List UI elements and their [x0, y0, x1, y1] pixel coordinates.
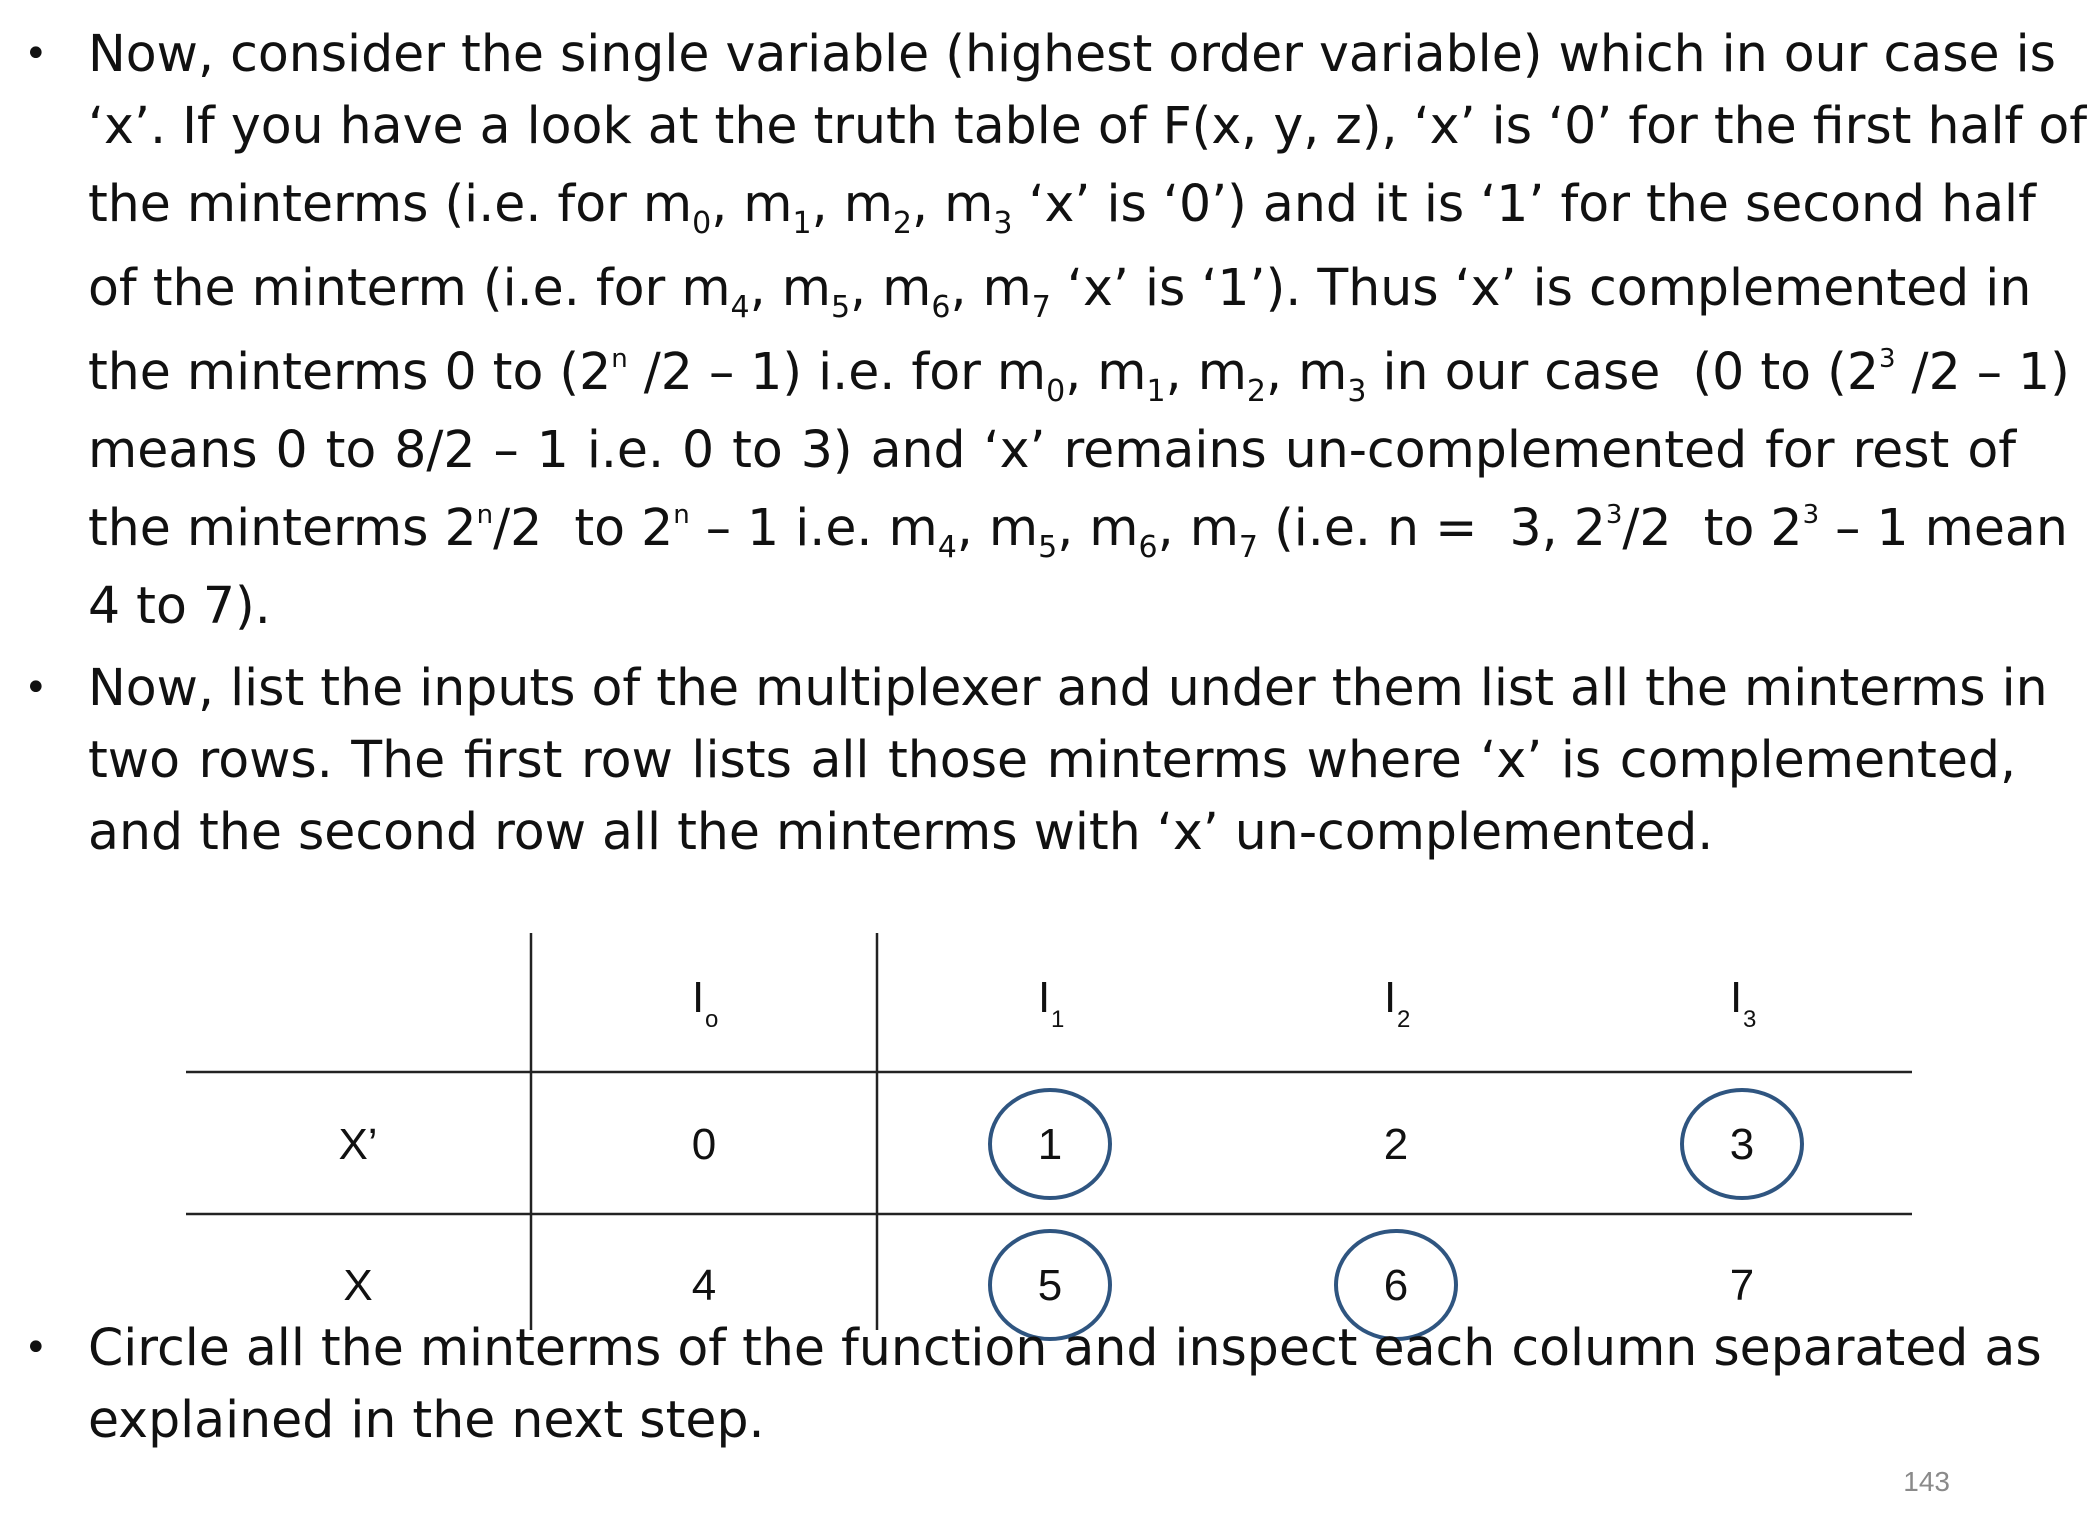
header-I2-sub: 2 — [1397, 1006, 1411, 1033]
cell-minterm-1: 1 — [1037, 1120, 1063, 1169]
header-I0 — [692, 973, 718, 1033]
header-I1-sub: 1 — [1051, 1006, 1065, 1033]
cell-minterm-6: 6 — [1383, 1261, 1409, 1310]
p1-line-1: Now, consider the single variable (highest order variable) which in our case is — [88, 24, 2056, 83]
header-I0-sub: o — [705, 1006, 719, 1033]
cell-minterm-7: 7 — [1729, 1261, 1755, 1310]
p2-line-2: two rows. The first row lists all those minterms where ‘x’ is complemented, — [88, 730, 2016, 789]
circle-minterm-3 — [1682, 1090, 1802, 1198]
header-I3-sub: 3 — [1743, 1006, 1757, 1033]
p2-line-3: and the second row all the minterms with ‘x’ un-complemented. — [88, 802, 1714, 861]
bullet-2: • — [24, 665, 48, 711]
row-label-x-complement: X’ — [338, 1120, 378, 1169]
header-I2-base: I — [1384, 973, 1397, 1022]
bullet-3: • — [24, 1325, 48, 1371]
p3-line-1: Circle all the minterms of the function and inspect each column separated as — [88, 1318, 2042, 1377]
bullet-1: • — [24, 31, 48, 77]
cell-minterm-4: 4 — [691, 1261, 717, 1310]
cell-minterm-3: 3 — [1729, 1120, 1755, 1169]
minterm-circles — [990, 1090, 1802, 1339]
header-I3-base: I — [1730, 973, 1743, 1022]
cell-minterm-5: 5 — [1037, 1261, 1063, 1310]
p1-line-5: the minterms 0 to (2$^n$ /2 – 1) i.e. for $m_0$, $m_1$, $m_2$, $m_3$ in our case (0 to ($2^3$ /2 – 1) — [88, 342, 2070, 409]
header-I1 — [1038, 973, 1064, 1033]
p1-line-7: the minterms 2$^n$/2 to 2$^n$ – 1 i.e. $m_4$, $m_5$, $m_6$, $m_7$ (i.e. n = 3, $2^3/2$ to $2^3 - 1$ mean — [88, 498, 2068, 565]
p1-line-3: the minterms (i.e. for $m_0$, $m_1$, $m_2$, $m_3$ ‘x’ is ‘0’) and it is ‘1’ for the second half — [88, 174, 2036, 241]
cell-minterm-0: 0 — [691, 1120, 717, 1169]
paragraph-1 — [88, 18, 2087, 642]
p1-line-4: of the minterm (i.e. for $m_4$, $m_5$, $m_6$, $m_7$ ‘x’ is ‘1’). Thus ‘x’ is complemented in — [88, 258, 2032, 325]
row-label-x: X — [343, 1261, 373, 1310]
circle-minterm-1 — [990, 1090, 1110, 1198]
p1-line-8: 4 to 7). — [88, 576, 271, 635]
header-I1-base: I — [1038, 973, 1051, 1022]
p1-line-6: means 0 to 8/2 – 1 i.e. 0 to 3) and ‘x’ remains un-complemented for rest of — [88, 420, 2016, 479]
p3-line-2: explained in the next step. — [88, 1390, 765, 1449]
header-I0-base: I — [692, 973, 705, 1022]
header-I3 — [1730, 973, 1756, 1033]
p1-line-2: ‘x’. If you have a look at the truth table of F(x, y, z), ‘x’ is ‘0’ for the first half of — [88, 96, 2087, 155]
paragraph-3 — [88, 1312, 2042, 1456]
paragraph-2 — [88, 652, 2048, 868]
page-number: 143 — [1903, 1466, 1950, 1497]
p2-line-1: Now, list the inputs of the multiplexer and under them list all the minterms in — [88, 658, 2048, 717]
cell-minterm-2: 2 — [1383, 1120, 1409, 1169]
header-I2 — [1384, 973, 1410, 1033]
